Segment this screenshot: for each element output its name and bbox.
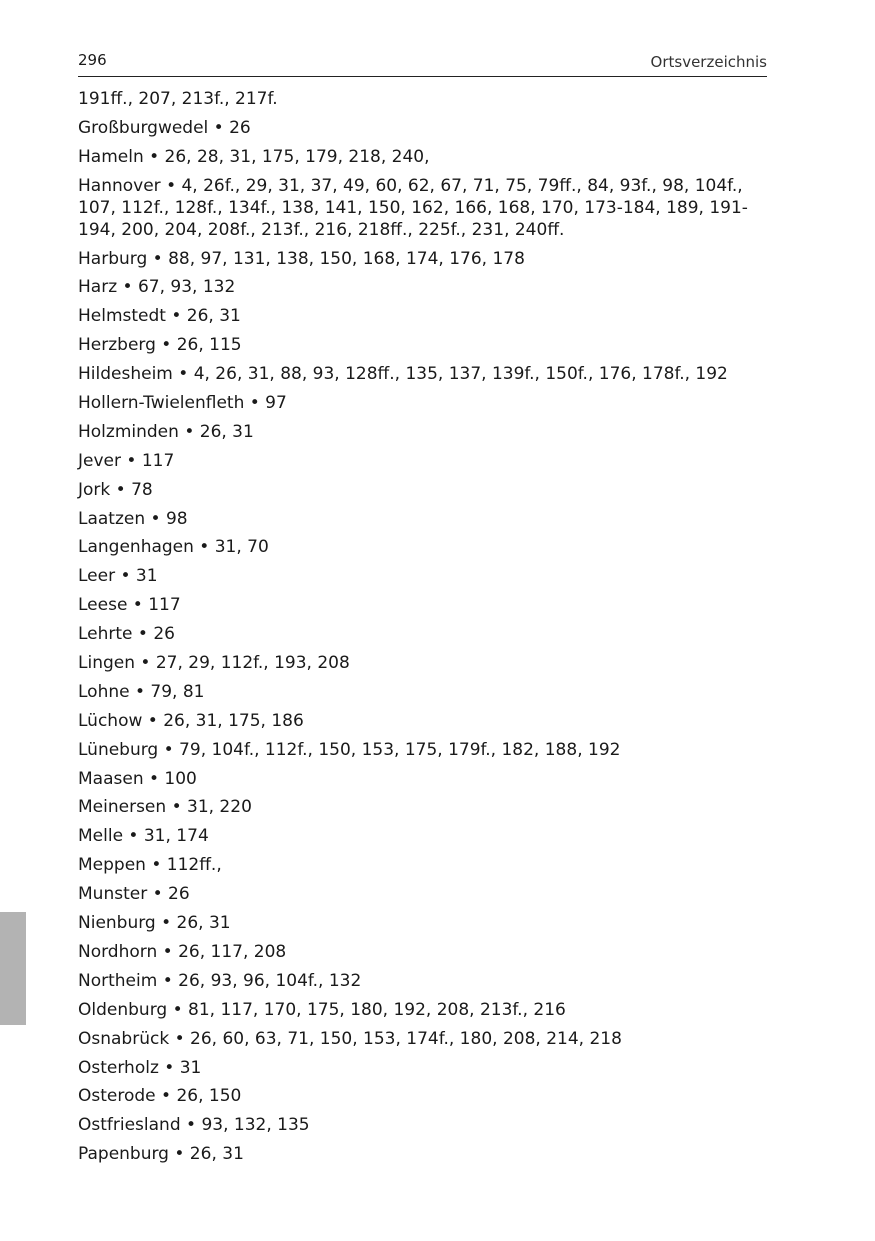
index-entry: Nienburg • 26, 31 (78, 913, 231, 934)
section-title: Ortsverzeichnis (650, 53, 767, 71)
index-entry: Helmstedt • 26, 31 (78, 306, 241, 327)
index-entry: Laatzen • 98 (78, 508, 188, 529)
index-entry: 191ff., 207, 213f., 217f. (78, 89, 278, 109)
index-entry: Oldenburg • 81, 117, 170, 175, 180, 192, 208, 213f., 216 (78, 999, 566, 1020)
index-entry: Osterholz • 31 (78, 1057, 202, 1078)
index-entry: Jork • 78 (78, 479, 153, 500)
index-entry: Großburgwedel • 26 (78, 117, 251, 138)
index-entry: Harz • 67, 93, 132 (78, 277, 236, 298)
index-entry: Hannover • 4, 26f., 29, 31, 37, 49, 60, 62, 67, 71, 75, 79ff., 84, 93f., 98, 104f., 107, 112f., 128f., 134f., 138, 141, 150, 162, 166, 168, 170, 173-184, 189, 191-194, 200, 204, 208f., 213f., 216, 218ff., 225f., 231, 240ff. (78, 175, 748, 240)
index-entry: Lingen • 27, 29, 112f., 193, 208 (78, 653, 350, 674)
index-entry: Melle • 31, 174 (78, 826, 209, 847)
index-entry: Meppen • 112ff., (78, 855, 222, 876)
index-entry: Meinersen • 31, 220 (78, 797, 252, 818)
index-entry: Northeim • 26, 93, 96, 104f., 132 (78, 970, 362, 991)
index-entry: Jever • 117 (78, 450, 175, 471)
index-entry: Holzminden • 26, 31 (78, 421, 254, 442)
index-entry: Osterode • 26, 150 (78, 1086, 242, 1107)
index-entry: Hildesheim • 4, 26, 31, 88, 93, 128ff., 135, 137, 139f., 150f., 176, 178f., 192 (78, 364, 728, 385)
index-entry-list (78, 88, 778, 1172)
thumb-index-tab (0, 912, 26, 1025)
index-entry: Lüchow • 26, 31, 175, 186 (78, 710, 304, 731)
index-entry: Nordhorn • 26, 117, 208 (78, 941, 287, 962)
index-entry: Ostfriesland • 93, 132, 135 (78, 1115, 310, 1136)
index-entry: Hameln • 26, 28, 31, 175, 179, 218, 240, (78, 146, 430, 167)
index-entry: Lüneburg • 79, 104f., 112f., 150, 153, 175, 179f., 182, 188, 192 (78, 739, 621, 760)
index-entry: Harburg • 88, 97, 131, 138, 150, 168, 174, 176, 178 (78, 248, 525, 269)
index-entry: Papenburg • 26, 31 (78, 1144, 244, 1165)
index-entry: Leer • 31 (78, 566, 158, 587)
index-entry: Herzberg • 26, 115 (78, 335, 242, 356)
running-header (78, 48, 767, 77)
page-number: 296 (78, 51, 107, 69)
index-entry: Hollern-Twielenfleth • 97 (78, 393, 287, 414)
index-entry: Lehrte • 26 (78, 624, 175, 645)
index-entry: Leese • 117 (78, 595, 181, 616)
index-entry: Langenhagen • 31, 70 (78, 537, 269, 558)
index-entry: Lohne • 79, 81 (78, 681, 205, 702)
index-entry: Munster • 26 (78, 884, 190, 905)
index-entry: Osnabrück • 26, 60, 63, 71, 150, 153, 174f., 180, 208, 214, 218 (78, 1028, 622, 1049)
index-entry: Maasen • 100 (78, 768, 197, 789)
